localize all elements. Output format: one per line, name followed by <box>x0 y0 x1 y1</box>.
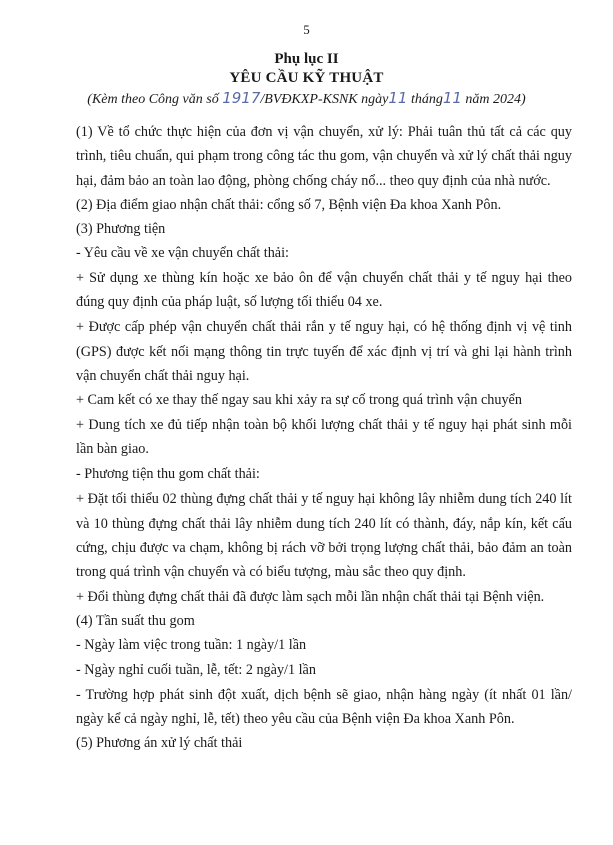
paragraph-replacement-vehicle: + Cam kết có xe thay thế ngay sau khi xảy ra sự cố trong quá trình vận chuyển <box>76 392 522 409</box>
paragraph-gps-license: + Được cấp phép vận chuyển chất thải rắn y tế nguy hại, có hệ thống định vị vệ tinh (GPS) được kết nối mạng thông tin trực tuyến để xác định vị trí và ghi lại hành trình vận chuyển chất thải nguy hại. <box>76 319 572 384</box>
subtitle-prefix: (Kèm theo Công văn số <box>87 92 219 107</box>
paragraph-vehicles-heading: (3) Phương tiện <box>76 221 166 238</box>
paragraph-bins: + Đặt tối thiểu 02 thùng đựng chất thải y tế nguy hại không lây nhiễm dung tích 240 lít và 10 thùng đựng chất thải lây nhiễm dung tích 240 lít có thành, đáy, nắp kín, kết cấu cứng, chịu được va chạm, không bị rách vỡ bởi trọng lượng chất thải, bảo đảm an toàn trong quá trình vận chuyển và có biểu tượng, màu sắc theo quy định. <box>76 491 572 581</box>
paragraph-location: (2) Địa điểm giao nhận chất thải: cổng số 7, Bệnh viện Đa khoa Xanh Pôn. <box>76 196 502 213</box>
paragraph-treatment-heading: (5) Phương án xử lý chất thải <box>76 735 243 752</box>
appendix-label: Phụ lục II <box>274 51 339 67</box>
document-subtitle <box>0 88 613 110</box>
paragraph-closed-truck: + Sử dụng xe thùng kín hoặc xe bảo ôn để vận chuyển chất thải y tế nguy hại theo đúng quy định của pháp luật, số lượng tối thiểu 04 xe. <box>76 269 572 311</box>
document-body <box>76 120 572 756</box>
subtitle-suffix: năm 2024) <box>465 92 526 107</box>
paragraph-weekends: - Ngày nghỉ cuối tuần, lễ, tết: 2 ngày/1 lần <box>76 661 316 678</box>
handwritten-month: 11 <box>442 89 462 107</box>
handwritten-day: 11 <box>388 89 408 107</box>
paragraph-bin-exchange: + Đổi thùng đựng chất thải đã được làm sạch mỗi lần nhận chất thải tại Bệnh viện. <box>76 588 545 605</box>
document-header <box>0 50 613 110</box>
subtitle-mid: /BVĐKXP-KSNK ngày <box>260 92 389 107</box>
paragraph-frequency-heading: (4) Tần suất thu gom <box>76 612 195 629</box>
document-title: YÊU CẦU KỸ THUẬT <box>229 70 384 86</box>
handwritten-doc-number: 1917 <box>222 89 261 107</box>
page-number: 5 <box>303 22 310 37</box>
paragraph-collection-equipment: - Phương tiện thu gom chất thải: <box>76 466 260 483</box>
paragraph-emergency: - Trường hợp phát sinh đột xuất, dịch bệnh sẽ giao, nhận hàng ngày (ít nhất 01 lần/ ngày kể cả ngày nghỉ, lễ, tết) theo yêu cầu của Bệnh viện Đa khoa Xanh Pôn. <box>76 686 572 728</box>
paragraph-weekdays: - Ngày làm việc trong tuần: 1 ngày/1 lần <box>76 637 307 654</box>
subtitle-month-label: tháng <box>410 92 443 107</box>
paragraph-vehicle-requirements: - Yêu cầu về xe vận chuyển chất thải: <box>76 245 289 262</box>
paragraph-vehicle-capacity: + Dung tích xe đủ tiếp nhận toàn bộ khối lượng chất thải y tế nguy hại phát sinh mỗi lần bàn giao. <box>76 416 572 457</box>
paragraph-organization: (1) Về tổ chức thực hiện của đơn vị vận chuyển, xử lý: Phải tuân thủ tất cả các quy trình, tiêu chuẩn, qui phạm trong công tác thu gom, vận chuyển và xử lý chất thải nguy hại, đảm bảo an toàn lao động, phòng chống cháy nổ... theo quy định của nhà nước. <box>76 124 572 189</box>
